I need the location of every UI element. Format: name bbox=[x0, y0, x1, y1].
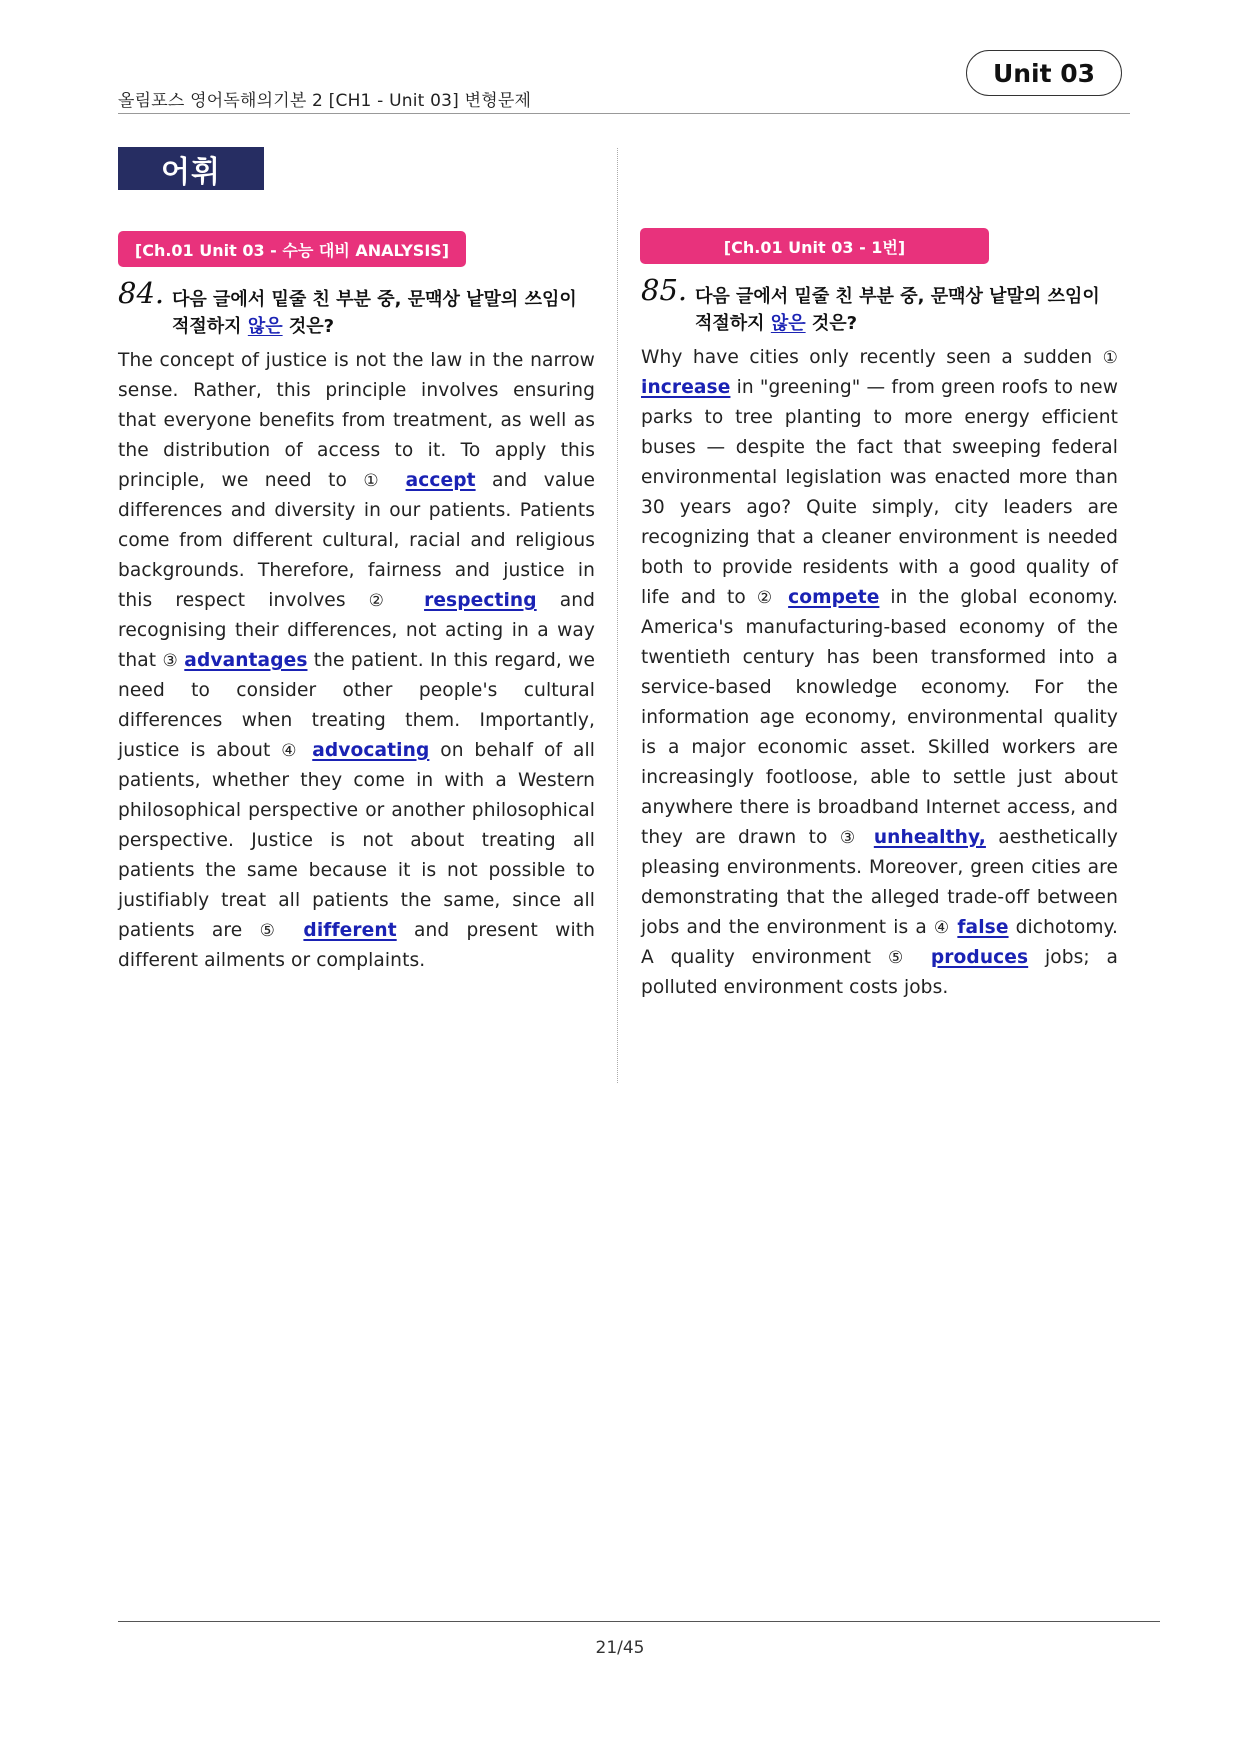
choice-word-5: produces bbox=[930, 947, 1029, 968]
prompt-text-end: 것은? bbox=[811, 313, 858, 334]
choice-word-5: different bbox=[303, 920, 397, 941]
passage-text: in "greening" — from green roofs to new parks to tree planting to more energy efficient buses — despite the fact that sweeping federal environmental legislation was enacted more than 30 years ago? Quite simply, city leaders are recognizing that a cleaner environment is needed both to provide residents with a good quality of life and to bbox=[641, 377, 1118, 608]
passage-text: on behalf of all patients, whether they come in with a Western philosophical perspective or another philosophical perspective. Justice is not about treating all patients the same because it is not possible to justifiably treat all patients the same, since all patients are bbox=[118, 740, 595, 941]
choice-word-4: false bbox=[957, 917, 1009, 938]
right-source-tag: [Ch.01 Unit 03 - 1번] bbox=[640, 228, 989, 264]
question-84 bbox=[118, 276, 596, 976]
choice-marker-1: ① bbox=[363, 471, 390, 491]
prompt-text: 다음 글에서 밑줄 친 부분 중, 문맥상 낱말의 쓰임이 적절하지 bbox=[172, 289, 577, 337]
passage bbox=[118, 346, 595, 976]
choice-marker-3: ③ bbox=[839, 828, 862, 848]
choice-word-2: respecting bbox=[424, 590, 537, 611]
choice-word-3: advantages bbox=[184, 650, 308, 671]
choice-word-1: accept bbox=[405, 470, 476, 491]
question-prompt bbox=[118, 276, 595, 340]
passage-text: and present with different ailments or complaints. bbox=[118, 920, 595, 971]
section-title: 어휘 bbox=[118, 147, 264, 190]
question-prompt bbox=[641, 273, 1118, 337]
question-number: 85. bbox=[641, 273, 688, 307]
choice-word-3: unhealthy, bbox=[873, 827, 986, 848]
page-number: 21/45 bbox=[595, 1638, 645, 1658]
prompt-text-end: 것은? bbox=[288, 316, 335, 337]
passage-text: and value differences and diversity in our patients. Patients come from different cultural, racial and religious backgrounds. Therefore, fairness and justice in this respect involves bbox=[118, 470, 596, 611]
passage-text: aesthetically pleasing environments. Moreover, green cities are demonstrating that the alleged trade-off between jobs and the environment is a bbox=[641, 827, 1118, 938]
choice-marker-1: ① bbox=[1102, 348, 1118, 368]
passage-text: Why have cities only recently seen a sudden bbox=[641, 347, 1093, 368]
passage-text: The concept of justice is not the law in the narrow sense. Rather, this principle involves ensuring that everyone benefits from treatment, as well as the distribution of access to it. To apply this principle, we need to bbox=[118, 350, 595, 491]
column-divider bbox=[617, 148, 618, 1083]
choice-marker-5: ⑤ bbox=[259, 921, 287, 941]
passage-text: the patient. In this regard, we need to consider other people's cultural differences when treating them. Importantly, justice is about bbox=[118, 650, 595, 761]
choice-marker-2: ② bbox=[368, 591, 402, 611]
header-divider bbox=[118, 113, 1130, 114]
choice-marker-4: ④ bbox=[933, 918, 951, 938]
passage bbox=[641, 343, 1118, 1003]
choice-marker-3: ③ bbox=[162, 651, 179, 671]
choice-marker-5: ⑤ bbox=[887, 948, 915, 968]
passage-text: in the global economy. America's manufacturing-based economy of the twentieth century has been transformed into a service-based knowledge economy. For the information age economy, environmental quality is a major economic asset. Skilled workers are increasingly footloose, able to settle just about anywhere there is broadband Internet access, and they are drawn to bbox=[641, 587, 1118, 848]
choice-word-2: compete bbox=[788, 587, 880, 608]
passage-text: dichotomy. A quality environment bbox=[641, 917, 1119, 968]
choice-word-4: advocating bbox=[312, 740, 430, 761]
passage-text: jobs; a polluted environment costs jobs. bbox=[641, 947, 1119, 998]
prompt-negation: 않은 bbox=[247, 316, 283, 337]
question-85 bbox=[641, 273, 1119, 1003]
choice-word-1: increase bbox=[641, 377, 731, 398]
left-source-tag: [Ch.01 Unit 03 - 수능 대비 ANALYSIS] bbox=[118, 231, 466, 267]
unit-badge: Unit 03 bbox=[966, 50, 1122, 96]
footer-divider bbox=[118, 1621, 1160, 1622]
header-title: 올림포스 영어독해의기본 2 [CH1 - Unit 03] 변형문제 bbox=[118, 91, 532, 111]
passage-text: and recognising their differences, not acting in a way that bbox=[118, 590, 595, 671]
prompt-text: 다음 글에서 밑줄 친 부분 중, 문맥상 낱말의 쓰임이 적절하지 bbox=[695, 286, 1100, 334]
question-number: 84. bbox=[118, 276, 165, 310]
choice-marker-2: ② bbox=[756, 588, 778, 608]
prompt-negation: 않은 bbox=[770, 313, 806, 334]
choice-marker-4: ④ bbox=[281, 741, 302, 761]
